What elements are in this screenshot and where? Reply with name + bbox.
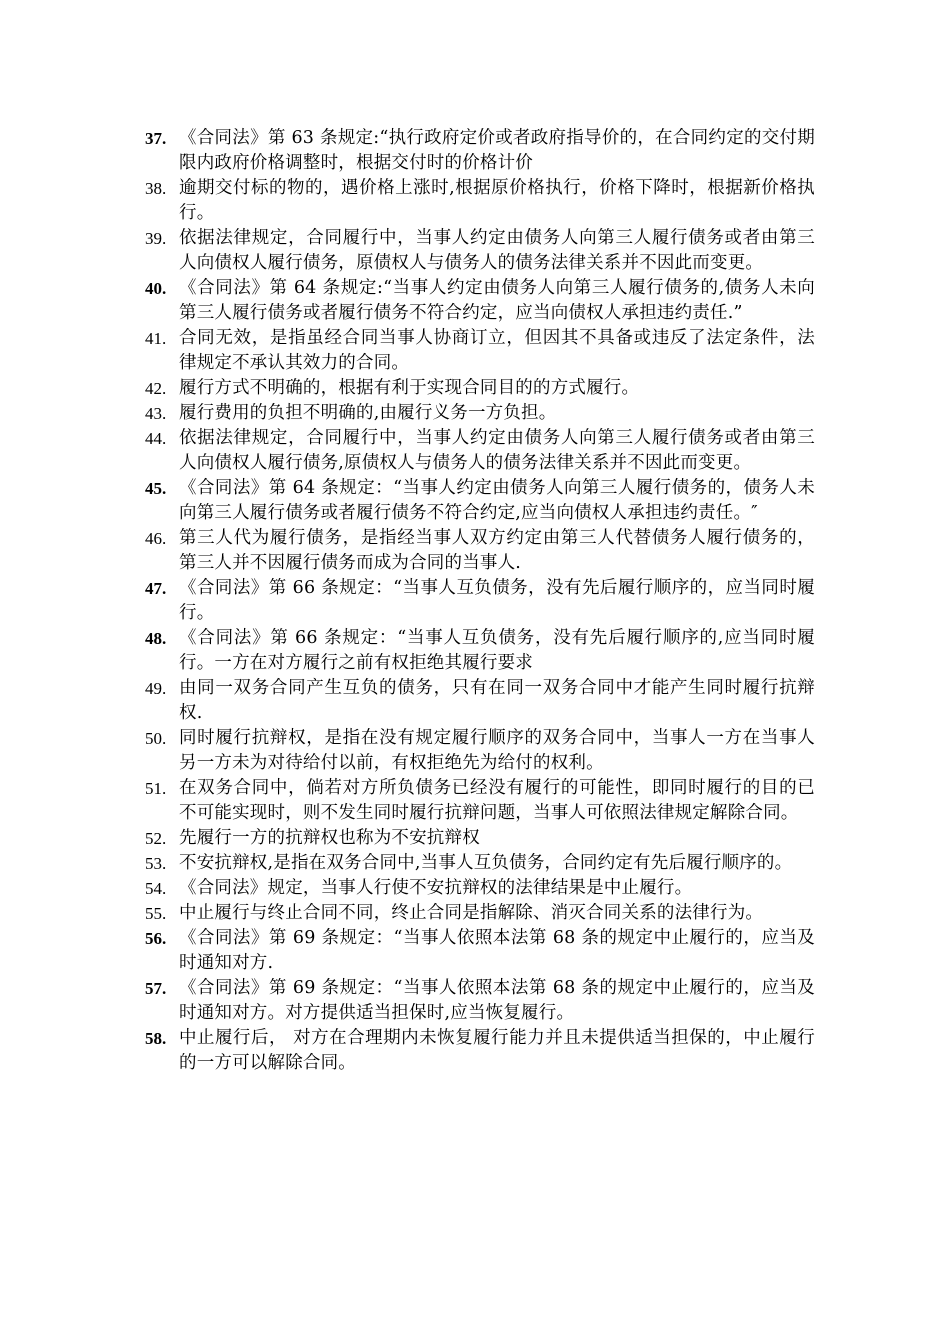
list-item <box>145 926 815 976</box>
item-text: 中止履行后， 对方在合理期内未恢复履行能力并且未提供适当担保的，中止履行的一方可以解除合同。 <box>179 1028 815 1073</box>
item-text: 《合同法》第 64 条规定：“当事人约定由债务人向第三人履行债务的，债务人未向第三人履行债务或者履行债务不符合约定,应当向债权人承担违约责任。″ <box>179 478 815 523</box>
list-item <box>145 676 815 726</box>
item-text: 《合同法》规定，当事人行使不安抗辩权的法律结果是中止履行。 <box>179 878 693 898</box>
item-text: 第三人代为履行债务，是指经当事人双方约定由第三人代替债务人履行债务的，第三人并不因履行债务而成为合同的当事人. <box>179 528 815 573</box>
item-number: 45. <box>145 479 167 498</box>
item-number: 43. <box>145 404 167 423</box>
item-number: 54. <box>145 879 167 898</box>
item-number: 40. <box>145 279 167 298</box>
list-item <box>145 776 815 826</box>
item-number: 47. <box>145 579 167 598</box>
list-item <box>145 476 815 526</box>
item-text: 不安抗辩权,是指在双务合同中,当事人互负债务，合同约定有先后履行顺序的。 <box>179 853 793 873</box>
item-text: 履行方式不明确的，根据有利于实现合同目的的方式履行。 <box>179 378 640 398</box>
list-item <box>145 576 815 626</box>
list-item <box>145 1026 815 1076</box>
item-number: 38. <box>145 179 167 198</box>
item-text: 逾期交付标的物的，遇价格上涨时,根据原价格执行，价格下降时，根据新价格执行。 <box>179 178 815 223</box>
item-number: 46. <box>145 529 167 548</box>
item-text: 《合同法》第 64 条规定:“当事人约定由债务人向第三人履行债务的,债务人未向第三人履行债务或者履行债务不符合约定，应当向债权人承担违约责任.” <box>179 278 815 323</box>
list-item <box>145 426 815 476</box>
item-text: 《合同法》第 66 条规定：“当事人互负债务，没有先后履行顺序的，应当同时履行。 <box>179 578 815 623</box>
list-item <box>145 851 815 876</box>
item-text: 同时履行抗辩权，是指在没有规定履行顺序的双务合同中，当事人一方在当事人另一方未为对待给付以前，有权拒绝先为给付的权利。 <box>179 728 815 773</box>
item-number: 56. <box>145 929 167 948</box>
item-number: 49. <box>145 679 167 698</box>
item-number: 57. <box>145 979 167 998</box>
item-number: 53. <box>145 854 167 873</box>
item-text: 在双务合同中，倘若对方所负债务已经没有履行的可能性，即同时履行的目的已不可能实现时，则不发生同时履行抗辩问题，当事人可依照法律规定解除合同。 <box>179 778 815 823</box>
list-item <box>145 726 815 776</box>
item-text: 依据法律规定，合同履行中，当事人约定由债务人向第三人履行债务或者由第三人向债权人履行债务，原债权人与债务人的债务法律关系并不因此而变更。 <box>179 228 815 273</box>
item-text: 《合同法》第 69 条规定：“当事人依照本法第 68 条的规定中止履行的，应当及时通知对方。对方提供适当担保时,应当恢复履行。 <box>179 978 815 1023</box>
item-number: 52. <box>145 829 167 848</box>
list-item <box>145 226 815 276</box>
list-item <box>145 826 815 851</box>
list-item <box>145 126 815 176</box>
list-item <box>145 976 815 1026</box>
item-number: 41. <box>145 329 167 348</box>
item-number: 55. <box>145 904 167 923</box>
list-item <box>145 326 815 376</box>
item-number: 50. <box>145 729 167 748</box>
list-item <box>145 876 815 901</box>
item-text: 先履行一方的抗辩权也称为不安抗辩权 <box>179 828 480 848</box>
document-body <box>145 126 815 1076</box>
item-number: 48. <box>145 629 167 648</box>
item-number: 44. <box>145 429 167 448</box>
list-item <box>145 626 815 676</box>
item-number: 37. <box>145 129 167 148</box>
item-text: 《合同法》第 66 条规定：“当事人互负债务，没有先后履行顺序的,应当同时履行。一方在对方履行之前有权拒绝其履行要求 <box>179 628 815 673</box>
list-item <box>145 401 815 426</box>
list-item <box>145 376 815 401</box>
item-text: 履行费用的负担不明确的,由履行义务一方负担。 <box>179 403 557 423</box>
item-text: 合同无效，是指虽经合同当事人协商订立，但因其不具备或违反了法定条件，法律规定不承认其效力的合同。 <box>179 328 815 373</box>
item-text: 依据法律规定，合同履行中，当事人约定由债务人向第三人履行债务或者由第三人向债权人履行债务,原债权人与债务人的债务法律关系并不因此而变更。 <box>179 428 815 473</box>
item-text: 《合同法》第 63 条规定:“执行政府定价或者政府指导价的，在合同约定的交付期限内政府价格调整时，根据交付时的价格计价 <box>179 128 815 173</box>
item-number: 58. <box>145 1029 167 1048</box>
item-text: 中止履行与终止合同不同，终止合同是指解除、消灭合同关系的法律行为。 <box>179 903 764 923</box>
item-number: 42. <box>145 379 167 398</box>
item-text: 《合同法》第 69 条规定：“当事人依照本法第 68 条的规定中止履行的，应当及时通知对方. <box>179 928 815 973</box>
list-item <box>145 176 815 226</box>
list-item <box>145 901 815 926</box>
item-number: 51. <box>145 779 167 798</box>
item-number: 39. <box>145 229 167 248</box>
list-item <box>145 526 815 576</box>
item-text: 由同一双务合同产生互负的债务，只有在同一双务合同中才能产生同时履行抗辩权. <box>179 678 815 723</box>
list-item <box>145 276 815 326</box>
